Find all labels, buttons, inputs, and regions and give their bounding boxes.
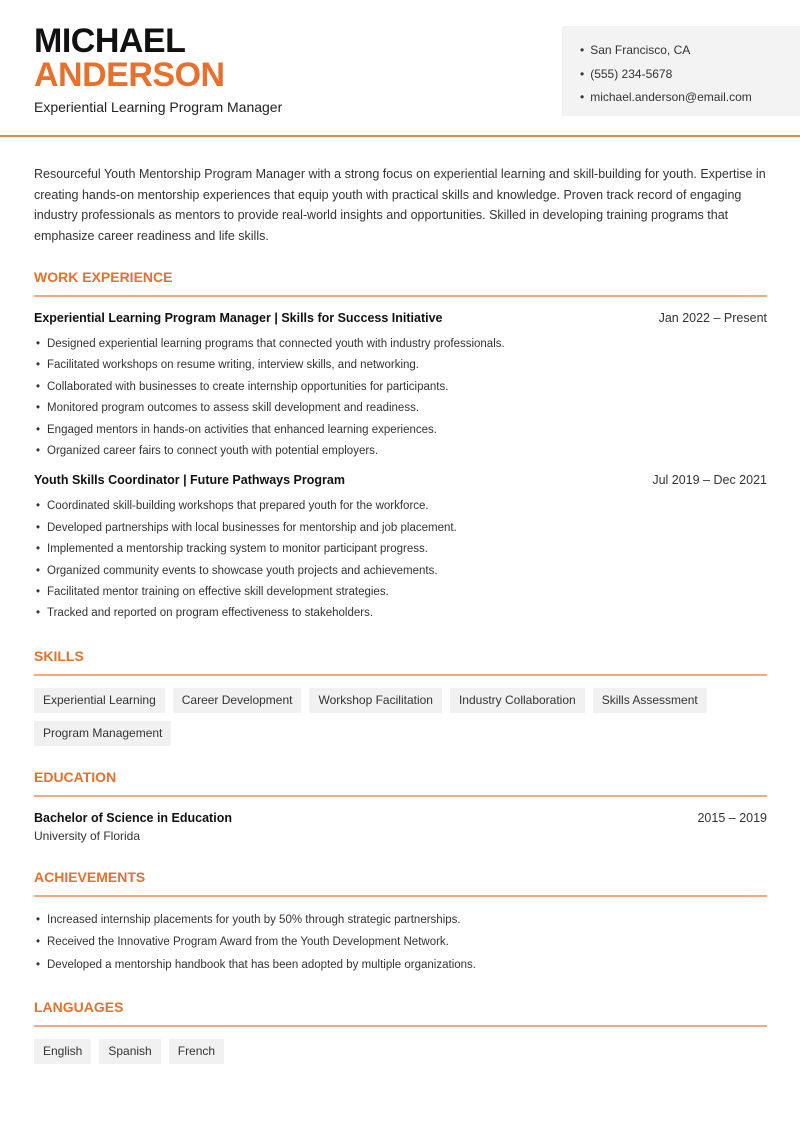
contact-box bbox=[562, 26, 800, 116]
skill-tag: Industry Collaboration bbox=[450, 688, 585, 713]
section-heading: WORK EXPERIENCE bbox=[34, 268, 767, 297]
skill-tag: Program Management bbox=[34, 721, 171, 746]
section-heading: ACHIEVEMENTS bbox=[34, 868, 767, 897]
list-item: • Collaborated with businesses to create internship opportunities for participants. bbox=[34, 377, 767, 398]
list-item: • Increased internship placements for youth by 50% through strategic partnerships. bbox=[34, 909, 767, 932]
list-item: • Designed experiential learning programs that connected youth with industry professionals. bbox=[34, 334, 767, 355]
list-item: • Organized career fairs to connect youth with potential employers. bbox=[34, 441, 767, 462]
first-name: MICHAEL bbox=[34, 22, 186, 60]
list-item: • Facilitated mentor training on effective skill development strategies. bbox=[34, 582, 767, 603]
job-title: Youth Skills Coordinator | Future Pathways Program bbox=[34, 473, 345, 488]
section-heading: EDUCATION bbox=[34, 768, 767, 797]
list-item: • Facilitated workshops on resume writing, interview skills, and networking. bbox=[34, 355, 767, 376]
job-dates: Jan 2022 – Present bbox=[658, 311, 767, 325]
language-tag: English bbox=[34, 1039, 91, 1064]
list-item: • Implemented a mentorship tracking system to monitor participant progress. bbox=[34, 539, 767, 560]
education-section bbox=[34, 768, 767, 846]
list-item: • Monitored program outcomes to assess skill development and readiness. bbox=[34, 398, 767, 419]
job-title: Experiential Learning Program Manager bbox=[34, 99, 283, 115]
last-name: ANDERSON bbox=[34, 56, 225, 94]
list-item: • Developed partnerships with local businesses for mentorship and job placement. bbox=[34, 518, 767, 539]
skill-tag: Workshop Facilitation bbox=[309, 688, 442, 713]
job-entry bbox=[34, 471, 767, 624]
languages-section bbox=[34, 998, 767, 1064]
degree: Bachelor of Science in Education bbox=[34, 810, 232, 825]
work-experience-section bbox=[34, 268, 767, 625]
list-item: • Engaged mentors in hands-on activities that enhanced learning experiences. bbox=[34, 420, 767, 441]
skill-tag: Skills Assessment bbox=[593, 688, 707, 713]
achievements-section bbox=[34, 868, 767, 977]
section-heading: LANGUAGES bbox=[34, 998, 767, 1027]
language-tag: French bbox=[169, 1039, 224, 1064]
skill-tag: Experiential Learning bbox=[34, 688, 165, 713]
list-item: • Coordinated skill-building workshops that prepared youth for the workforce. bbox=[34, 496, 767, 517]
header-divider bbox=[0, 135, 800, 137]
list-item: • Received the Innovative Program Award from the Youth Development Network. bbox=[34, 931, 767, 954]
list-item: • Developed a mentorship handbook that has been adopted by multiple organizations. bbox=[34, 954, 767, 977]
job-dates: Jul 2019 – Dec 2021 bbox=[652, 473, 767, 488]
job-entry bbox=[34, 309, 767, 462]
contact-email[interactable]: • michael.anderson@email.com bbox=[580, 86, 800, 110]
language-tag: Spanish bbox=[99, 1039, 160, 1064]
school: University of Florida bbox=[34, 828, 141, 843]
contact-phone: • (555) 234-5678 bbox=[580, 63, 800, 87]
list-item: • Organized community events to showcase youth projects and achievements. bbox=[34, 561, 767, 582]
list-item: • Tracked and reported on program effectiveness to stakeholders. bbox=[34, 603, 767, 624]
job-title: Experiential Learning Program Manager | Skills for Success Initiative bbox=[34, 311, 443, 325]
contact-location: • San Francisco, CA bbox=[580, 39, 800, 63]
section-heading: SKILLS bbox=[34, 647, 767, 676]
skill-tag: Career Development bbox=[173, 688, 302, 713]
summary: Resourceful Youth Mentorship Program Manager with a strong focus on experiential learning and skill-building for youth. Expertise in creating hands-on mentorship experiences that equip youth with practical skills and knowledge. Proven track record of engaging industry professionals as mentors to provide real-world insights and opportunities. Skilled in developing training programs that emphasize career readiness and life skills. bbox=[34, 167, 766, 243]
education-dates: 2015 – 2019 bbox=[697, 810, 767, 825]
skills-section bbox=[34, 647, 767, 746]
